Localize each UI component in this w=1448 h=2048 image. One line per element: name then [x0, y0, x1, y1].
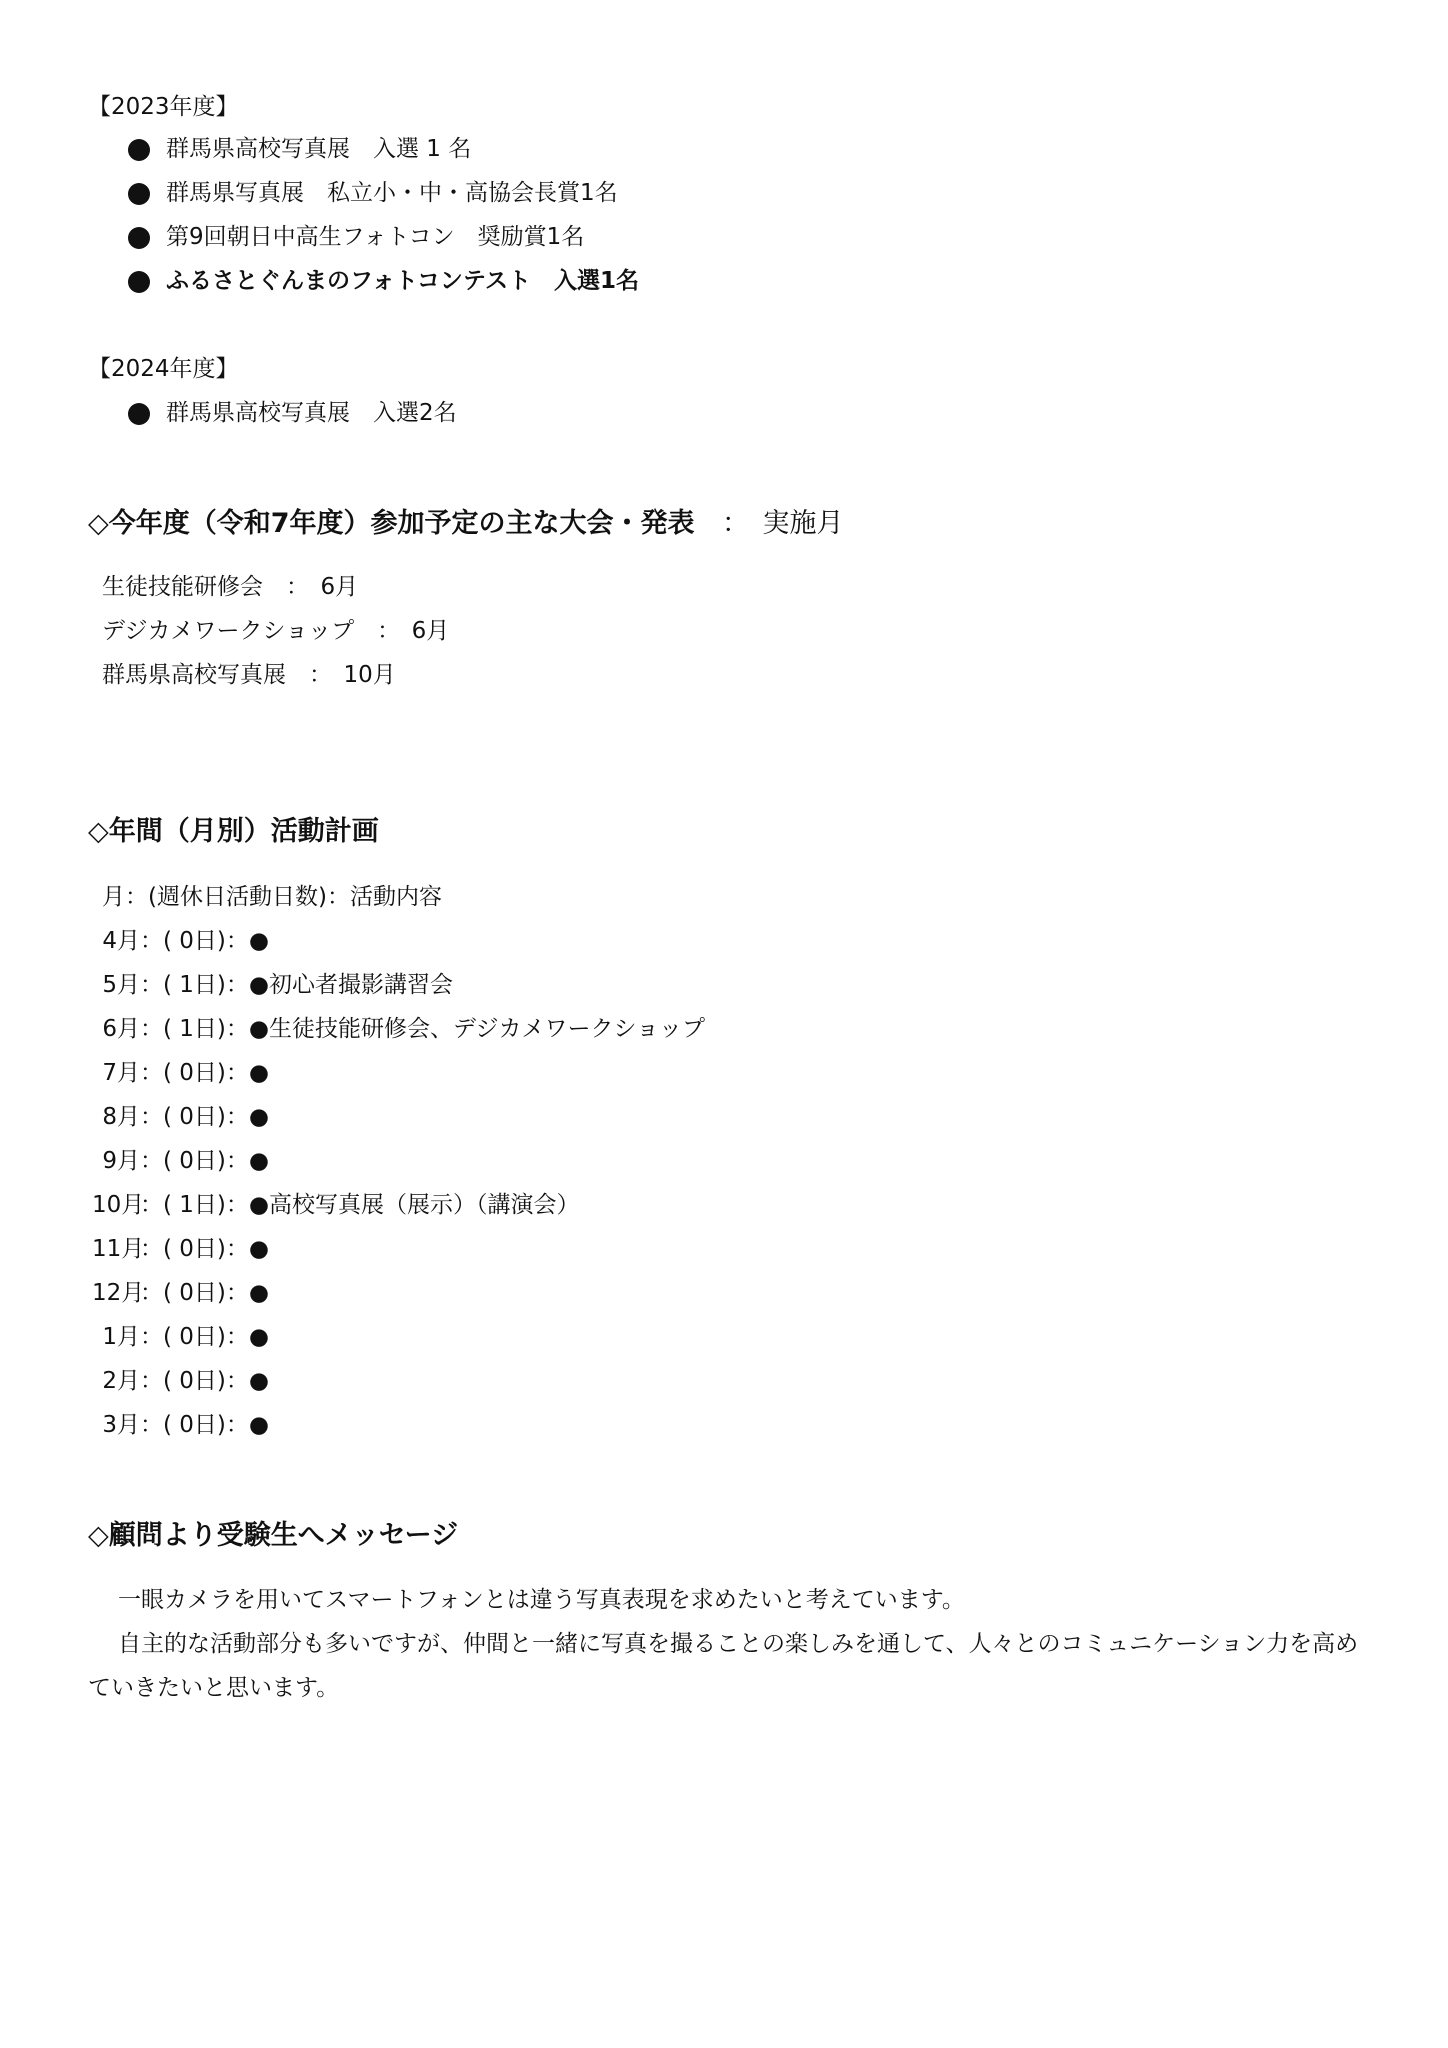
plan-row: [92, 1018, 705, 1041]
plan-month: 8月: [102, 1104, 140, 1130]
plan-detail: ：( 0日)：●: [140, 1324, 269, 1350]
plan-month: 3月: [102, 1412, 140, 1438]
award-item: [128, 138, 471, 161]
plan-row: [92, 1150, 269, 1173]
plan-row: [92, 1414, 269, 1437]
plan-detail: ：( 1日)：●高校写真展（展示）（講演会）: [140, 1192, 580, 1218]
plan-detail: ：( 0日)：●: [140, 1368, 269, 1394]
plan-month: 9月: [102, 1148, 140, 1174]
events-heading-text: ◇今年度（令和7年度）参加予定の主な大会・発表: [88, 508, 695, 539]
award-item-text: 群馬県高校写真展 入選2名: [166, 400, 457, 426]
bullet-icon: [128, 227, 150, 249]
plan-month: 11月: [92, 1236, 145, 1262]
award-item: [128, 402, 457, 425]
plan-header-row: 月：(週休日活動日数)：活動内容: [102, 884, 442, 910]
plan-detail: ：( 0日)：●: [140, 928, 269, 954]
award-item: [128, 182, 618, 205]
plan-row: [92, 1282, 269, 1305]
plan-month: 1月: [102, 1324, 140, 1350]
award-item-text: 群馬県高校写真展 入選 1 名: [166, 136, 472, 162]
bullet-icon: [128, 403, 150, 425]
bullet-icon: [128, 139, 150, 161]
event-item: デジカメワークショップ ： 6月: [102, 618, 450, 644]
plan-month: 2月: [102, 1368, 140, 1394]
plan-detail: ：( 0日)：●: [140, 1148, 269, 1174]
award-item-text: ふるさとぐんまのフォトコンテスト 入選1名: [166, 268, 640, 294]
bullet-icon: [128, 183, 150, 205]
plan-row: [92, 1194, 579, 1217]
plan-month: 4月: [102, 928, 140, 954]
events-heading-suffix: ： 実施月: [721, 508, 844, 539]
plan-detail: ：( 0日)：●: [140, 1412, 269, 1438]
plan-detail: ：( 0日)：●: [140, 1060, 269, 1086]
plan-month: 6月: [102, 1016, 140, 1042]
plan-detail: ：( 0日)：●: [140, 1236, 269, 1262]
plan-row: [92, 930, 269, 953]
message-paragraph: 自主的な活動部分も多いですが、仲間と一緒に写真を撮ることの楽しみを通して、人々とのコミュニケーション力を高めていきたいと思います。: [88, 1631, 1359, 1701]
events-heading: [88, 510, 843, 537]
award-item-text: 群馬県写真展 私立小・中・高協会長賞1名: [166, 180, 618, 206]
award-item-text: 第9回朝日中高生フォトコン 奨励賞1名: [166, 224, 585, 250]
message-body: [88, 1578, 1378, 1710]
award-item: [128, 270, 639, 293]
award-year-2023: 【2023年度】: [88, 94, 239, 120]
award-item: [128, 226, 584, 249]
plan-detail: ：( 0日)：●: [140, 1280, 269, 1306]
event-item: 群馬県高校写真展 ： 10月: [102, 662, 396, 688]
plan-month: 7月: [102, 1060, 140, 1086]
plan-row: [92, 1062, 269, 1085]
plan-detail: ：( 0日)：●: [140, 1104, 269, 1130]
plan-row: [92, 1238, 269, 1261]
plan-detail: ：( 1日)：●生徒技能研修会、デジカメワークショップ: [140, 1016, 706, 1042]
plan-detail: ：( 1日)：●初心者撮影講習会: [140, 972, 453, 998]
bullet-icon: [128, 271, 150, 293]
plan-row: [92, 1326, 269, 1349]
message-paragraph: 一眼カメラを用いてスマートフォンとは違う写真表現を求めたいと考えています。: [118, 1587, 965, 1613]
plan-row: [92, 1370, 269, 1393]
plan-month: 5月: [102, 972, 140, 998]
award-year-2024: 【2024年度】: [88, 356, 239, 382]
plan-month: 10月: [92, 1192, 145, 1218]
plan-row: [92, 1106, 269, 1129]
message-heading: ◇顧問より受験生へメッセージ: [88, 1520, 459, 1551]
event-item: 生徒技能研修会 ： 6月: [102, 574, 359, 600]
plan-row: [92, 974, 453, 997]
plan-month: 12月: [92, 1280, 145, 1306]
plan-heading: ◇年間（月別）活動計画: [88, 816, 379, 847]
